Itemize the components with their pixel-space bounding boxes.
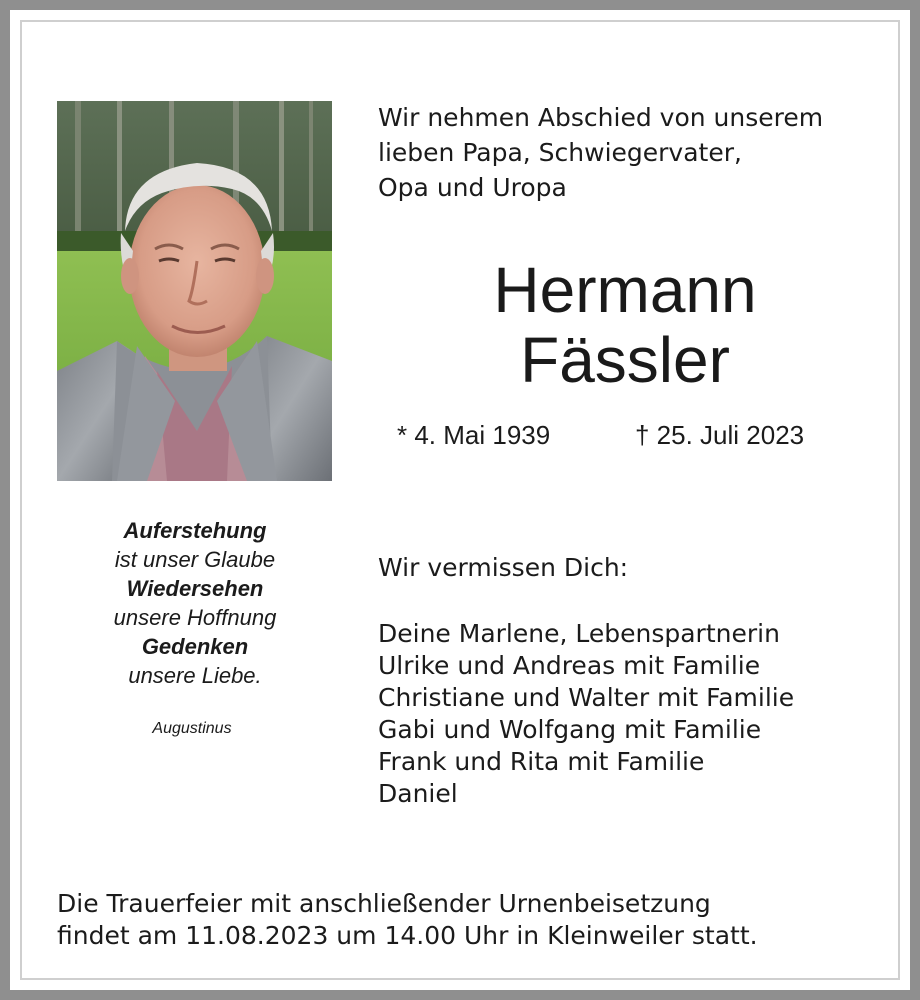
birth-date: * 4. Mai 1939 [397, 420, 551, 450]
intro-line: Opa und Uropa [378, 173, 567, 202]
mourners-list [378, 618, 794, 810]
farewell-intro [378, 100, 878, 205]
mourner-name: Christiane und Walter mit Familie [378, 683, 795, 712]
mourner-name: Frank und Rita mit Familie [378, 747, 705, 776]
mourner-name: Daniel [378, 779, 458, 808]
ceremony-notice [57, 888, 887, 952]
mourner-name: Deine Marlene, Lebenspartnerin [378, 619, 780, 648]
ceremony-line: Die Trauerfeier mit anschließender Urnenbeisetzung [57, 889, 711, 918]
mourner-name: Ulrike und Andreas mit Familie [378, 651, 761, 680]
ceremony-line: findet am 11.08.2023 um 14.00 Uhr in Kleinweiler statt. [57, 921, 758, 950]
mourner-name: Gabi und Wolfgang mit Familie [378, 715, 762, 744]
intro-line: lieben Papa, Schwiegervater, [378, 138, 742, 167]
memorial-quote [70, 516, 320, 690]
first-name: Hermann [493, 254, 757, 326]
quote-author: Augustinus [152, 720, 232, 737]
death-date: † 25. Juli 2023 [635, 420, 805, 450]
quote-line: ist unser Glaube [114, 547, 276, 572]
mourners-heading: Wir vermissen Dich: [378, 553, 629, 582]
portrait-photo [57, 101, 332, 481]
quote-line: Wiedersehen [126, 576, 264, 601]
quote-line: unsere Hoffnung [113, 605, 277, 630]
quote-line: Gedenken [141, 634, 249, 659]
intro-line: Wir nehmen Abschied von unserem [378, 103, 824, 132]
deceased-name [440, 255, 810, 395]
quote-line: unsere Liebe. [128, 663, 262, 688]
quote-line: Auferstehung [123, 518, 267, 543]
last-name: Fässler [520, 324, 730, 396]
